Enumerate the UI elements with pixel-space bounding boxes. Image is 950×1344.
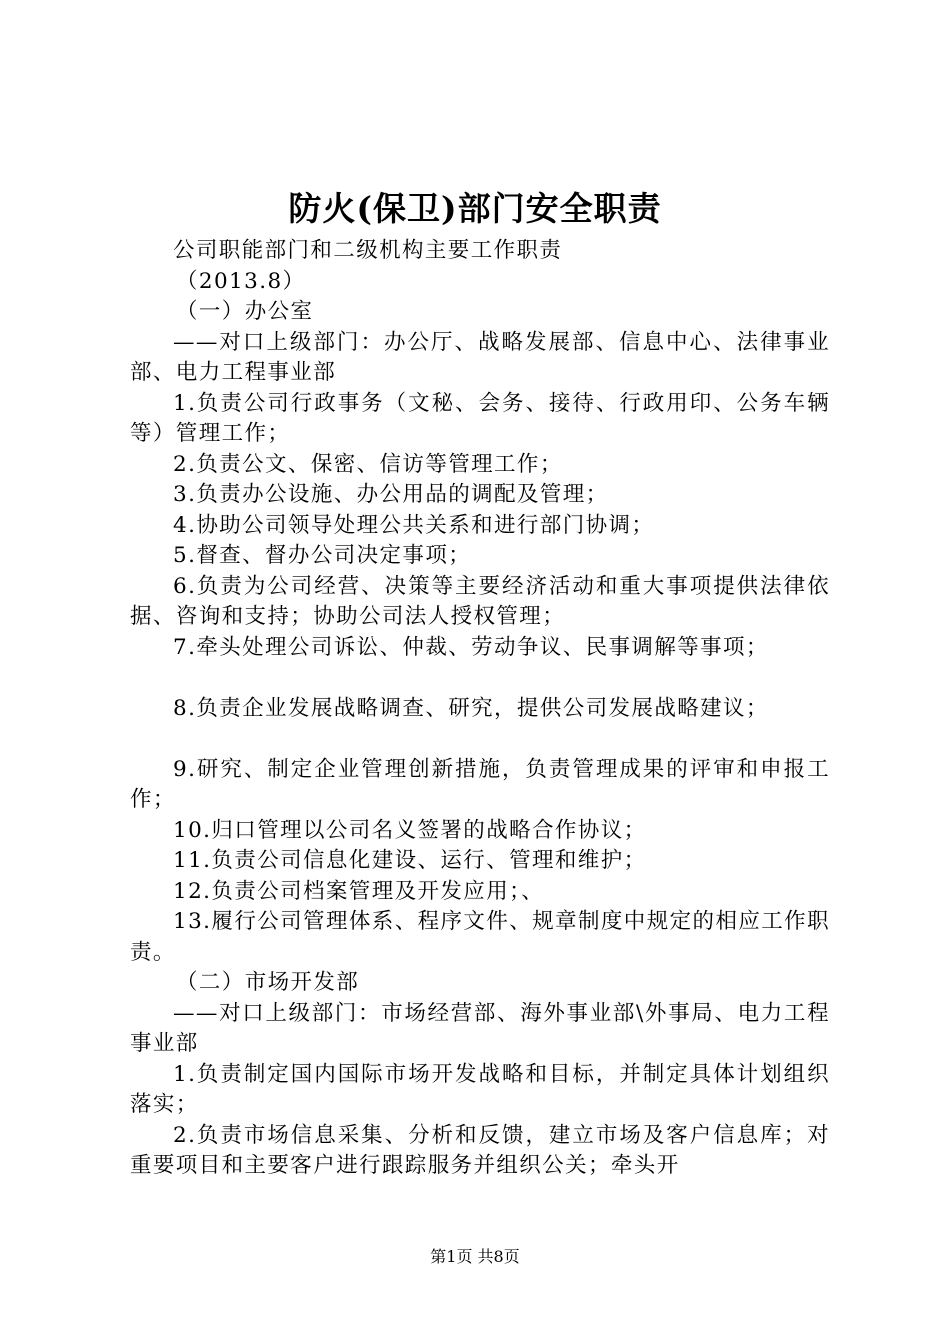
paragraph-date: （2013.8）: [176, 268, 306, 294]
paragraph: 7.牵头处理公司诉讼、仲裁、劳动争议、民事调解等事项；: [173, 634, 769, 660]
paragraph: 2.负责市场信息采集、分析和反馈，建立市场及客户信息库；对重要项目和主要客户进行跟踪服务并组织公关；牵头开: [130, 1122, 830, 1178]
paragraph: 11.负责公司信息化建设、运行、管理和维护；: [173, 848, 647, 873]
paragraph-subtitle: 公司职能部门和二级机构主要工作职责: [173, 238, 563, 263]
paragraph: ——对口上级部门：办公厅、战略发展部、信息中心、法律事业部、电力工程事业部: [130, 329, 830, 385]
paragraph: 1.负责制定国内国际市场开发战略和目标，并制定具体计划组织落实；: [130, 1061, 830, 1117]
paragraph: 10.归口管理以公司名义签署的战略合作协议；: [173, 817, 647, 843]
paragraph: 1.负责公司行政事务（文秘、会务、接待、行政用印、公务车辆等）管理工作；: [130, 390, 830, 446]
paragraph: 9.研究、制定企业管理创新措施，负责管理成果的评审和申报工作；: [130, 756, 830, 812]
section-heading-market: （二）市场开发部: [176, 970, 360, 995]
paragraph: 8.负责企业发展战略调查、研究，提供公司发展战略建议；: [173, 695, 769, 721]
paragraph: 13.履行公司管理体系、程序文件、规章制度中规定的相应工作职责。: [130, 909, 830, 965]
section-heading-office: （一）办公室: [176, 299, 314, 324]
paragraph: 6.负责为公司经营、决策等主要经济活动和重大事项提供法律依据、咨询和支持；协助公司法人授权管理；: [130, 573, 830, 629]
paragraph: 4.协助公司领导处理公共关系和进行部门协调；: [173, 512, 655, 538]
paragraph: 12.负责公司档案管理及开发应用；、: [173, 878, 545, 904]
document-body: [130, 236, 830, 1182]
paragraph: 5.督查、督办公司决定事项；: [173, 543, 472, 568]
paragraph: 2.负责公文、保密、信访等管理工作；: [173, 451, 563, 477]
paragraph: 3.负责办公设施、办公用品的调配及管理；: [173, 482, 609, 507]
page-footer: 第1页 共8页: [430, 1247, 520, 1266]
paragraph: ——对口上级部门：市场经营部、海外事业部\外事局、电力工程事业部: [130, 1000, 830, 1056]
document-title: 防火(保卫)部门安全职责: [288, 189, 662, 228]
